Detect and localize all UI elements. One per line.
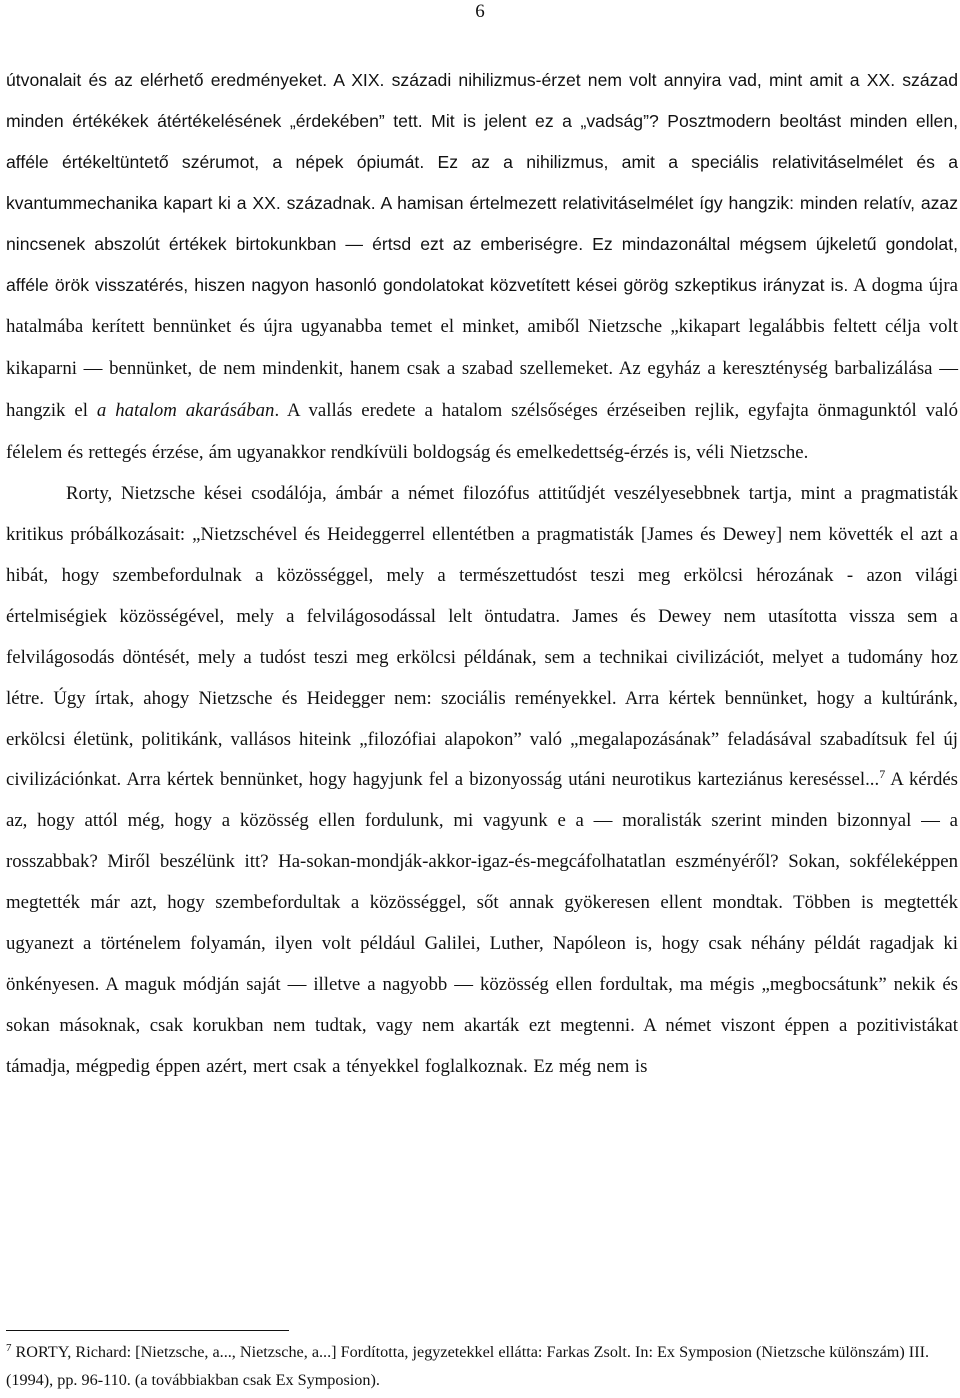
page-number: 6 [475, 1, 485, 22]
paragraph-1-text-2: A dogma újra hatalmába kerített bennünket és újra ugyanabba temet el minket, amiből Nietzsche „kikapart legalábbis feltett célja volt kikaparni — bennünket, de nem mindenkit, hanem csak a szabad szellemeket. Az egyház a kereszténység barbalizálása — hangzik el [6, 274, 958, 422]
footnote [6, 1338, 958, 1394]
paragraph-1-continuation [6, 275, 958, 464]
footnote-number: 7 [6, 1342, 12, 1354]
paragraph-1 [6, 60, 958, 474]
paragraph-2-text-2: A kérdés az, hogy attól még, hogy a közösség ellen fordulunk, mi vagyunk e a — moralisták szerint minden bizonnyal — a rosszabbak? Miről beszélünk itt? Ha-sokan-mondják-akkor-igaz-és-megcáfolhatatlan eszményéről? Sokan, sokféleképpen megtették már azt, hogy szembefordultak a közösséggel, sőt annak gyökeresen ellent mondtak. Többen is megtették ugyanezt a történelem folyamán, ilyen volt például Galilei, Luther, Napóleon is, hogy csak néhány példát ragadjak ki önkényesen. A maguk módján saját — illetve a nagyobb — közösség ellen fordultak, ma mégis „megbocsátunk” nekik és sokan másoknak, csak korukban nem tudtak, vagy nem akarták ezt megtenni. A német viszont éppen a pozitivistákat támadja, mégpedig éppen azért, mert csak a tényekkel foglalkoznak. Ez még nem is [6, 769, 958, 1077]
paragraph-1-text: útvonalait és az elérhető eredményeket. A XIX. századi nihilizmus-érzet nem volt annyira vad, mint amit a XX. század minden értékékek átértékelésének „érdekében” tett. Mit is jelent ez a „vadság”? Posztmodern beoltást minden ellen, afféle értékeltüntető szérumot, a népek ópiumát. Ez az a nihilizmus, amit a speciális relativitáselmélet és a kvantummechanika kapart ki a XX. századnak. A hamisan értelmezett relativitáselmélet így hangzik: minden relatív, azaz nincsenek abszolút értékek birtokunkban — értsd ezt az emberiségre. Ez mindazonáltal mégsem újkeletű gondolat, afféle örök visszatérés, hiszen nagyon hasonló gondolatokat közvetített kései görög szkeptikus irányzat is. [6, 70, 958, 295]
paragraph-2-text: Rorty, Nietzsche kései csodálója, ámbár a német filozófus attitűdjét veszélyesebbnek tartja, mint a pragmatisták kritikus próbálkozásait: „Nietzschével és Heideggerrel ellentétben a pragmatisták [James és Dewey] nem követték el azt a hibát, hogy szembefordulnak a közösséggel, mely a természettudóst teszi meg erkölcsi hérozának - azon világi értelmiségiek közösségével, mely a felvilágosodással lelt öntudatra. James és Dewey nem utasította vissza sem a felvilágosodás döntését, mely a tudóst teszi meg erkölcsi példának, sem a technikai civilizációt, melyet a tudomány hoz létre. Úgy írtak, ahogy Nietzsche és Heidegger nem: szociális reményekkel. Arra kértek bennünket, hogy a kultúránk, erkölcsi életünk, politikánk, vallásos hiteink „filozófiai alapokon” való „megalapozásának” feladásával szabadítsuk fel új civilizációnkat. Arra kértek bennünket, hogy hagyjunk fel a bizonyosság utáni neurotikus karteziánus kereséssel... [6, 483, 958, 791]
book-title-italic: a hatalom akarásában [96, 400, 275, 422]
paragraph-2 [6, 474, 958, 1088]
footnote-reference[interactable]: 7 [879, 767, 886, 782]
body-text [6, 60, 958, 1088]
footnote-divider [6, 1330, 289, 1331]
footnote-text: RORTY, Richard: [Nietzsche, a..., Nietzsche, a...] Fordította, jegyzetekkel ellátta: Farkas Zsolt. In: Ex Symposion (Nietzsche különszám) III. (1994), pp. 96-110. (a továbbiakban csak Ex Symposion). [6, 1343, 930, 1389]
paragraph-1-text-3: . A vallás eredete a hatalom szélsőséges érzéseiben rejlik, egyfajta önmagunktól való félelem és rettegés érzése, ám ugyanakkor rendkívüli boldogság és emelkedettség-érzés is, véli Nietzsche. [6, 400, 959, 464]
